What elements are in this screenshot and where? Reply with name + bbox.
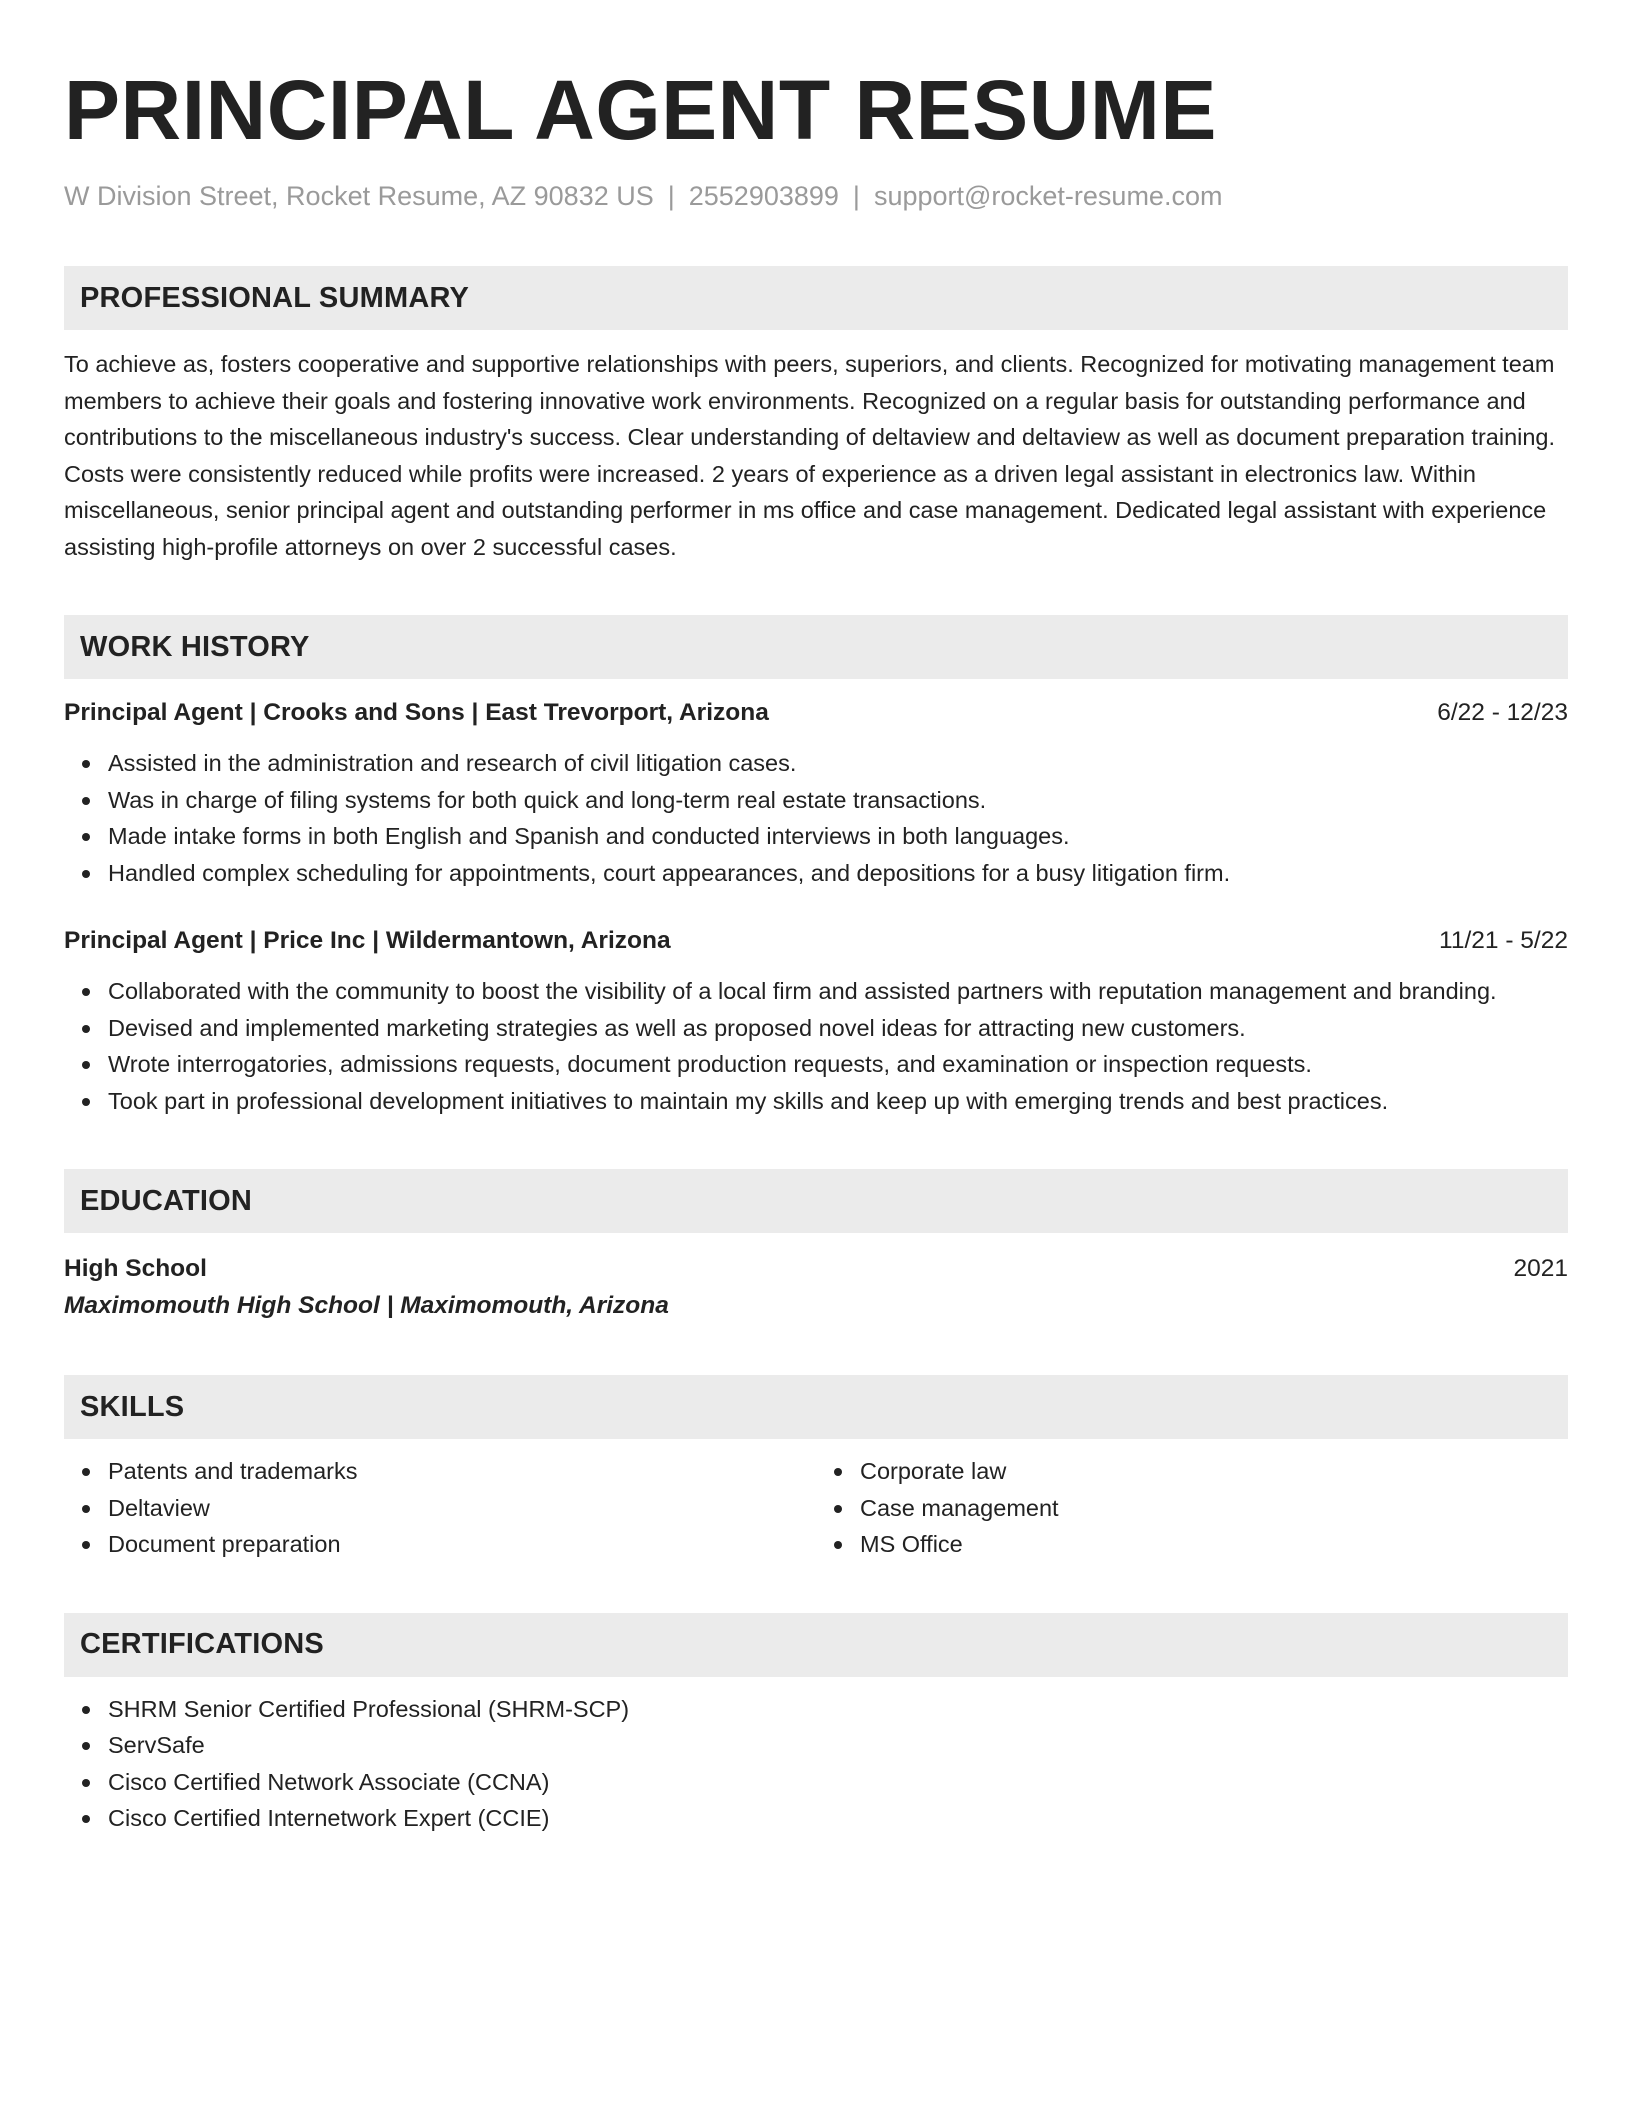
job-bullets xyxy=(64,973,1568,1119)
section-heading-certifications: CERTIFICATIONS xyxy=(64,1613,1568,1677)
skills-list xyxy=(64,1453,1568,1563)
job-title: Principal Agent | Crooks and Sons | East Trevorport, Arizona xyxy=(64,699,769,726)
job-bullet: Devised and implemented marketing strategies as well as proposed novel ideas for attracting new customers. xyxy=(64,1010,1568,1047)
education-degree: High School xyxy=(64,1255,207,1282)
summary-text: To achieve as, fosters cooperative and supportive relationships with peers, superiors, and clients. Recognized for motivating management team members to achieve their goals and fostering innovative work environments. Recognized on a regular basis for outstanding performance and contributions to the miscellaneous industry's success. Clear understanding of deltaview and deltaview as well as document preparation training. Costs were consistently reduced while profits were increased. 2 years of experience as a driven legal assistant in electronics law. Within miscellaneous, senior principal agent and outstanding performer in ms office and case management. Dedicated legal assistant with experience assisting high-profile attorneys on over 2 successful cases. xyxy=(64,351,1556,560)
resume-title: PRINCIPAL AGENT RESUME xyxy=(64,63,1217,157)
skills-column-right xyxy=(816,1453,1568,1563)
contact-line xyxy=(64,178,1568,214)
job-title: Principal Agent | Price Inc | Wildermantown, Arizona xyxy=(64,927,671,954)
section-heading-skills: SKILLS xyxy=(64,1375,1568,1439)
section-heading-work-history: WORK HISTORY xyxy=(64,615,1568,679)
skill-item: Case management xyxy=(816,1490,1568,1527)
skill-item: Document preparation xyxy=(64,1526,816,1563)
certification-item: SHRM Senior Certified Professional (SHRM-SCP) xyxy=(64,1691,1568,1728)
contact-phone: 2552903899 xyxy=(688,181,839,211)
contact-separator: | xyxy=(667,181,675,211)
job-bullet: Took part in professional development initiatives to maintain my skills and keep up with emerging trends and best practices. xyxy=(64,1083,1568,1120)
job-entry xyxy=(64,695,1568,891)
skill-item: Corporate law xyxy=(816,1453,1568,1490)
certification-item: Cisco Certified Network Associate (CCNA) xyxy=(64,1764,1568,1801)
job-entry xyxy=(64,923,1568,1119)
contact-address: W Division Street, Rocket Resume, AZ 90832 US xyxy=(64,181,654,211)
job-dates: 6/22 - 12/23 xyxy=(1437,699,1568,726)
certification-item: Cisco Certified Internetwork Expert (CCIE) xyxy=(64,1800,1568,1837)
job-bullet: Wrote interrogatories, admissions requests, document production requests, and examination or inspection requests. xyxy=(64,1046,1568,1083)
job-bullet: Was in charge of filing systems for both quick and long-term real estate transactions. xyxy=(64,782,1568,819)
contact-email: support@rocket-resume.com xyxy=(873,181,1223,211)
certifications-bullets xyxy=(64,1691,1568,1837)
job-bullet: Collaborated with the community to boost the visibility of a local firm and assisted partners with reputation management and branding. xyxy=(64,973,1568,1010)
section-heading-summary: PROFESSIONAL SUMMARY xyxy=(64,266,1568,330)
certification-item: ServSafe xyxy=(64,1727,1568,1764)
certifications-list xyxy=(64,1691,1568,1837)
skills-column-left xyxy=(64,1453,816,1563)
contact-separator: | xyxy=(852,181,860,211)
job-bullets xyxy=(64,745,1568,891)
education-entry xyxy=(64,1251,1568,1325)
job-header xyxy=(64,923,1568,959)
job-bullet: Made intake forms in both English and Spanish and conducted interviews in both languages. xyxy=(64,818,1568,855)
education-school: Maximomouth High School | Maximomouth, Arizona xyxy=(64,1292,669,1319)
job-bullet: Handled complex scheduling for appointments, court appearances, and depositions for a busy litigation firm. xyxy=(64,855,1568,892)
skill-item: MS Office xyxy=(816,1526,1568,1563)
skill-item: Patents and trademarks xyxy=(64,1453,816,1490)
section-heading-education: EDUCATION xyxy=(64,1169,1568,1233)
education-header xyxy=(64,1251,1568,1287)
skill-item: Deltaview xyxy=(64,1490,816,1527)
job-header xyxy=(64,695,1568,731)
job-bullet: Assisted in the administration and research of civil litigation cases. xyxy=(64,745,1568,782)
job-dates: 11/21 - 5/22 xyxy=(1439,927,1568,954)
education-year: 2021 xyxy=(1513,1255,1568,1282)
